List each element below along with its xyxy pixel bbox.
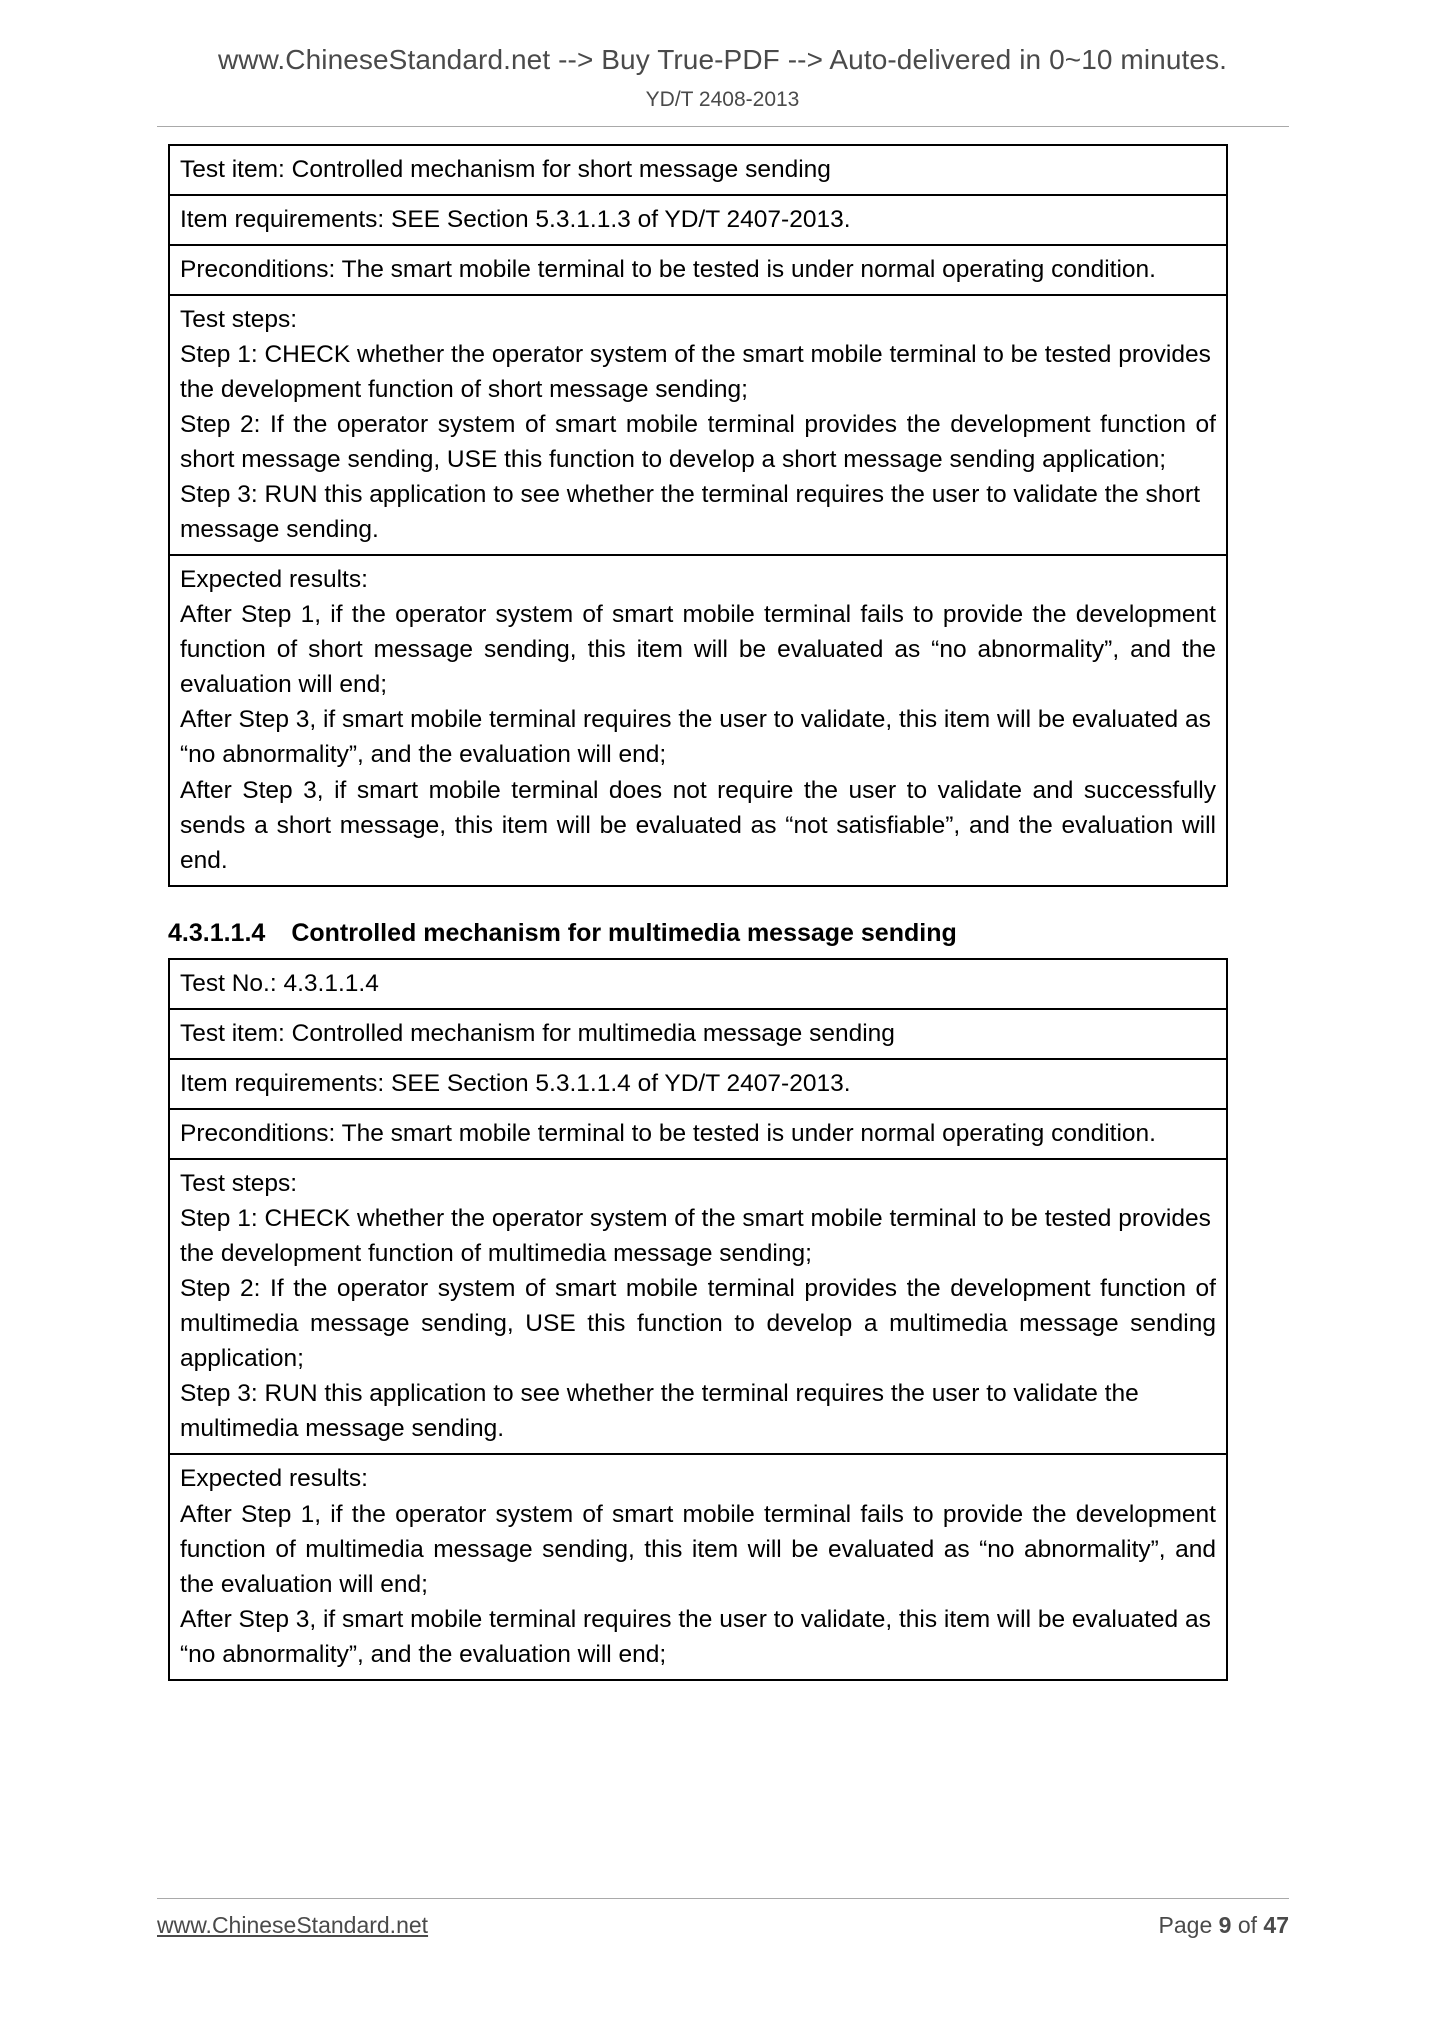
table-row bbox=[169, 1109, 1227, 1159]
cell-line: Preconditions: The smart mobile terminal to be tested is under normal operating condition. bbox=[180, 1120, 1156, 1148]
section-title: Controlled mechanism for multimedia message sending bbox=[291, 918, 957, 947]
cell-line: Step 3: RUN this application to see whether the terminal requires the user to validate the short message sending. bbox=[180, 481, 1201, 544]
table-row bbox=[169, 195, 1227, 245]
footer-website-link[interactable]: www.ChineseStandard.net bbox=[157, 1912, 429, 1938]
page-mid: of bbox=[1231, 1912, 1264, 1938]
table-row bbox=[169, 1454, 1227, 1679]
table-row bbox=[169, 1059, 1227, 1109]
cell-line: After Step 3, if smart mobile terminal does not require the user to validate and successfully sends a short message, this item will be evaluated as “not satisfiable”, and the evaluation will end. bbox=[180, 776, 1216, 874]
table-row bbox=[169, 555, 1227, 885]
document-content bbox=[168, 144, 1228, 1681]
cell-test-no bbox=[169, 959, 1227, 1009]
cell-preconditions bbox=[169, 245, 1227, 295]
header-divider bbox=[157, 126, 1289, 127]
page-prefix: Page bbox=[1158, 1912, 1219, 1938]
cell-line: Test item: Controlled mechanism for short message sending bbox=[180, 156, 831, 183]
document-footer bbox=[157, 1912, 1289, 1939]
cell-line: Step 1: CHECK whether the operator system of the smart mobile terminal to be tested provides the development function of multimedia message sending; bbox=[180, 1205, 1211, 1268]
page-total: 47 bbox=[1263, 1912, 1289, 1938]
document-header bbox=[0, 42, 1445, 112]
footer-divider bbox=[157, 1898, 1289, 1899]
cell-line: Item requirements: SEE Section 5.3.1.1.4 of YD/T 2407-2013. bbox=[180, 1070, 851, 1098]
cell-line: Preconditions: The smart mobile terminal to be tested is under normal operating condition. bbox=[180, 256, 1156, 284]
table-row bbox=[169, 1159, 1227, 1454]
page-number-label bbox=[1159, 1912, 1289, 1939]
table-row bbox=[169, 245, 1227, 295]
cell-line: After Step 3, if smart mobile terminal requires the user to validate, this item will be evaluated as “no abnormality”, and the evaluation will end; bbox=[180, 706, 1211, 769]
page-current: 9 bbox=[1218, 1912, 1232, 1938]
cell-line: Test item: Controlled mechanism for multimedia message sending bbox=[180, 1020, 895, 1048]
cell-test-steps bbox=[169, 1159, 1227, 1454]
cell-line: Expected results: bbox=[180, 1465, 368, 1493]
table-row bbox=[169, 1009, 1227, 1059]
section-number: 4.3.1.1.4 bbox=[168, 918, 266, 947]
cell-expected-results bbox=[169, 1454, 1227, 1679]
cell-line: After Step 1, if the operator system of smart mobile terminal fails to provide the development function of short message sending, this item will be evaluated as “no abnormality”, and the evaluation will end; bbox=[180, 601, 1216, 699]
cell-line: After Step 3, if smart mobile terminal requires the user to validate, this item will be evaluated as “no abnormality”, and the evaluation will end; bbox=[180, 1605, 1211, 1668]
cell-item-requirements bbox=[169, 1059, 1227, 1109]
section-heading bbox=[168, 917, 1228, 950]
cell-line: Expected results: bbox=[180, 566, 368, 594]
cell-expected-results bbox=[169, 555, 1227, 885]
cell-test-item bbox=[169, 145, 1227, 195]
cell-line: Step 1: CHECK whether the operator system of the smart mobile terminal to be tested provides the development function of short message sending; bbox=[180, 341, 1211, 404]
cell-test-steps bbox=[169, 295, 1227, 555]
standard-code-text: YD/T 2408-2013 bbox=[645, 88, 800, 111]
cell-line: Test No.: 4.3.1.1.4 bbox=[180, 970, 379, 998]
promo-banner-text: www.ChineseStandard.net --> Buy True-PDF --> Auto-delivered in 0~10 minutes. bbox=[217, 44, 1228, 75]
cell-line: Step 2: If the operator system of smart mobile terminal provides the development function of multimedia message sending, USE this function to develop a multimedia message sending application; bbox=[180, 1275, 1216, 1373]
cell-line: After Step 1, if the operator system of smart mobile terminal fails to provide the development function of multimedia message sending, this item will be evaluated as “no abnormality”, and the evaluation will end; bbox=[180, 1500, 1216, 1598]
cell-preconditions bbox=[169, 1109, 1227, 1159]
cell-item-requirements bbox=[169, 195, 1227, 245]
table-row bbox=[169, 295, 1227, 555]
cell-line: Step 3: RUN this application to see whether the terminal requires the user to validate the multimedia message sending. bbox=[180, 1380, 1139, 1443]
spec-table-multimedia-message bbox=[168, 958, 1228, 1681]
cell-line: Item requirements: SEE Section 5.3.1.1.3 of YD/T 2407-2013. bbox=[180, 206, 851, 234]
spec-table-short-message bbox=[168, 144, 1228, 887]
cell-line: Step 2: If the operator system of smart mobile terminal provides the development function of short message sending, USE this function to develop a short message sending application; bbox=[180, 411, 1216, 474]
cell-line: Test steps: bbox=[180, 1170, 298, 1198]
cell-test-item bbox=[169, 1009, 1227, 1059]
cell-line: Test steps: bbox=[180, 306, 298, 334]
table-row bbox=[169, 959, 1227, 1009]
table-row bbox=[169, 145, 1227, 195]
